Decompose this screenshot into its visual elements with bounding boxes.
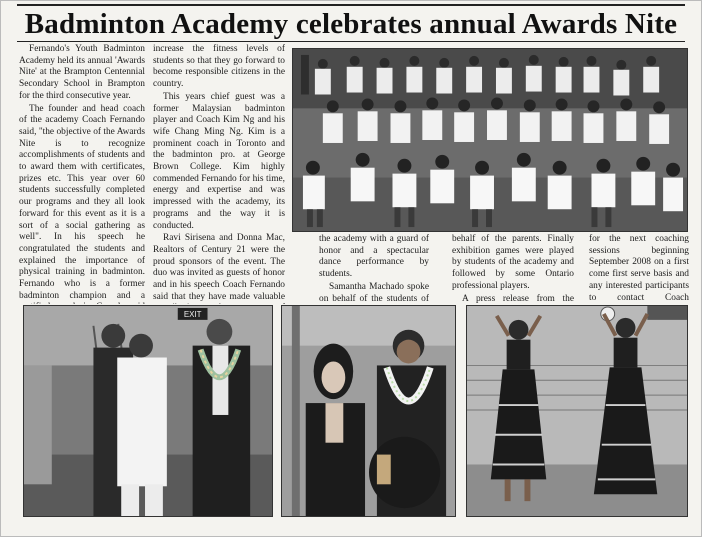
paragraph: increase the fitness levels of students so that they go forward to become responsible citizens in the country. bbox=[153, 44, 285, 90]
paragraph: behalf of the parents. Finally exhibition games were played by students of the academy and followed by some Ontario professional players. bbox=[452, 234, 574, 291]
guests-arrival-photo bbox=[23, 305, 273, 517]
paragraph: Samantha Machado spoke on behalf of the students of bbox=[319, 281, 429, 304]
paragraph: This years chief guest was a former Malaysian badminton player and Coach Kim Ng and his wife Chang Ming Ng. Kim is a prominent coach in Toronto and the badminton pro. at George Brown College. Kim highly commended Fernando for his time, energy and expertise and was impressed with the academy, its programs and the way it is conducted. bbox=[153, 91, 285, 231]
article-column-2 bbox=[153, 44, 285, 304]
paragraph: The founder and head coach of the academy Coach Fernando said, "the objective of the Awards Nite is to recognize accomplishments of students and to award them with certificates, prizes etc. This year over 60 students successfully completed our programs and they all look forward for this event as it is a sort of a social gathering as well". In his speech he congratulated the students and explained the importance of physical training in badminton. Fernando who is a former badminton champion and a bbox=[19, 103, 145, 301]
group-photo bbox=[292, 48, 688, 232]
paragraph: Ravi Sirisena and Donna Mac, Realtors of Century 21 were the proud sponsors of the event. The duo was invited as guests of honor and in his speech Coach Fernando said that they have made valuable bbox=[153, 233, 285, 302]
paragraph: Fernando's Youth Badminton Academy held its annual 'Awards Nite' at the Brampton Centennial Secondary School in Brampton for the third consecutive year. bbox=[19, 44, 145, 101]
article-column-4 bbox=[452, 234, 574, 304]
paragraph: for the next coaching sessions beginning September 2008 on a first come first serve basis and any interested participants to contact Coach bbox=[589, 234, 689, 303]
article-column-3 bbox=[319, 234, 429, 304]
headline: Badminton Academy celebrates annual Awards Nite bbox=[24, 8, 678, 40]
top-rule bbox=[17, 4, 685, 6]
article-column-1 bbox=[19, 44, 145, 304]
article-column-5 bbox=[589, 234, 689, 304]
exit-sign: EXIT bbox=[183, 309, 202, 319]
guests-portrait-photo bbox=[281, 305, 456, 517]
dance-performance-photo bbox=[466, 305, 688, 517]
paragraph: A press release from the bbox=[462, 293, 574, 304]
headline-rule bbox=[17, 41, 685, 42]
paragraph: the academy with a guard of honor and a spectacular dance performance by students. bbox=[319, 234, 429, 280]
